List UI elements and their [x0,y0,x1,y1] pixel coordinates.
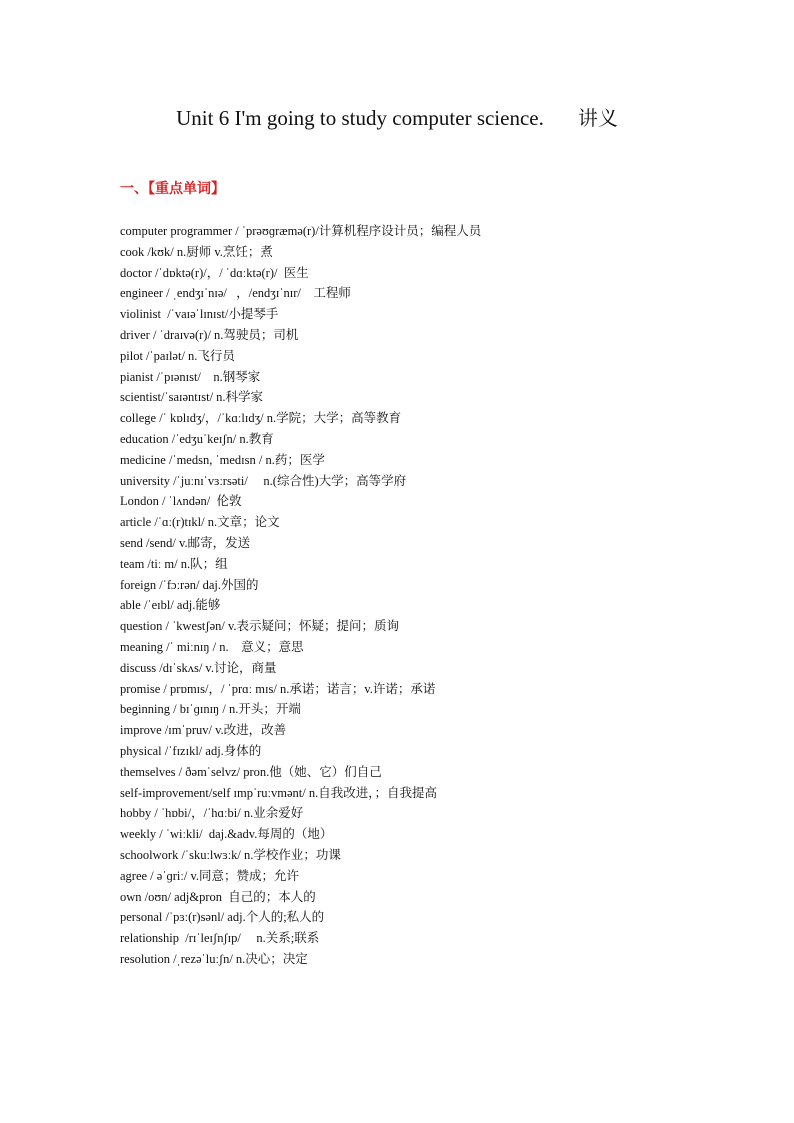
vocab-item: themselves / ðəmˈselvz/ pron.他（她、它）们自己 [120,764,382,779]
vocab-item: able /ˈeɪbl/ adj.能够 [120,598,221,613]
vocab-item: cook /kʊk/ n.厨师 v.烹饪；煮 [120,244,273,259]
vocab-item: college /ˈ kɒlɪdʒ/，/ˈkɑːlɪdʒ/ n.学院；大学；高等教育 [120,411,402,426]
vocab-item: engineer / ˌendʒɪˈnɪə/ ，/endʒɪˈnɪr/ 工程师 [120,286,351,301]
vocab-item: hobby / ˈhɒbi/，/ˈhɑːbi/ n.业余爱好 [120,806,304,821]
vocab-item: London / ˈlʌndən/ 伦敦 [120,494,242,509]
vocab-item: scientist/ˈsaɪəntɪst/ n.科学家 [120,390,264,405]
vocab-item: question / ˈkwestʃən/ v.表示疑问；怀疑；提问；质询 [120,619,400,634]
vocab-item: foreign /ˈfɔːrən/ daj.外国的 [120,577,259,592]
vocab-item: schoolwork /ˈskuːlwɜːk/ n.学校作业；功课 [120,847,341,862]
vocab-item: agree / əˈɡriː/ v.同意；赞成；允许 [120,868,300,883]
title-english: Unit 6 I'm going to study computer science. [176,106,544,130]
vocab-item: violinist /ˈvaɪəˈlɪnɪst/小提琴手 [120,307,279,322]
vocab-item: resolution /ˌrezəˈluːʃn/ n.决心；决定 [120,951,308,966]
vocab-item: promise / prɒmɪs/，/ ˈprɑː mɪs/ n.承诺；诺言；v.许诺；承诺 [120,681,436,696]
vocab-item: personal /ˈpɜː(r)sənl/ adj.个人的;私人的 [120,910,325,925]
vocab-item: discuss /dɪˈskʌs/ v.讨论，商量 [120,660,277,675]
title-chinese: 讲义 [577,106,618,130]
vocab-item: driver / ˈdraɪvə(r)/ n.驾驶员；司机 [120,327,299,342]
vocab-item: university /ˈjuːnɪˈvɜːrsəti/ n.(综合性)大学；高等学府 [120,473,407,488]
vocab-item: weekly / ˈwiːkli/ daj.&adv.每周的（地） [120,827,333,842]
vocab-item: physical /ˈfɪzɪkl/ adj.身体的 [120,743,262,758]
vocabulary-list [120,221,481,970]
vocab-item: doctor /ˈdɒktə(r)/，/ ˈdɑːktə(r)/ 医生 [120,265,309,280]
vocab-item: send /send/ v.邮寄，发送 [120,535,251,550]
vocab-item: improve /ɪmˈpruv/ v.改进，改善 [120,723,287,738]
section-heading: 一、【重点单词】 [120,181,225,197]
page-title [0,104,794,132]
vocab-item: pilot /ˈpaɪlət/ n.飞行员 [120,348,235,363]
vocab-item: beginning / bɪˈɡɪnɪŋ / n.开头；开端 [120,702,301,717]
vocab-item: own /oʊn/ adj&pron 自己的；本人的 [120,889,316,904]
vocab-item: self-improvement/self ɪmpˈruːvmənt/ n.自我改进，；自我提高 [120,785,437,800]
vocab-item: team /tiː m/ n.队；组 [120,556,228,571]
vocab-item: medicine /ˈmedsn, ˈmedɪsn / n.药；医学 [120,452,325,467]
vocab-item: article /ˈɑː(r)tɪkl/ n.文章；论文 [120,515,280,530]
vocab-item: relationship /rɪˈleɪʃnʃɪp/ n.关系;联系 [120,931,320,946]
vocab-item: education /ˈedʒuˈkeɪʃn/ n.教育 [120,431,274,446]
vocab-item: meaning /ˈ miːnɪŋ / n. 意义；意思 [120,639,304,654]
vocab-item: computer programmer / ˈprəʊɡræmə(r)/计算机程序设计员；编程人员 [120,224,482,238]
vocab-item: pianist /ˈpɪənɪst/ n.钢琴家 [120,369,261,384]
